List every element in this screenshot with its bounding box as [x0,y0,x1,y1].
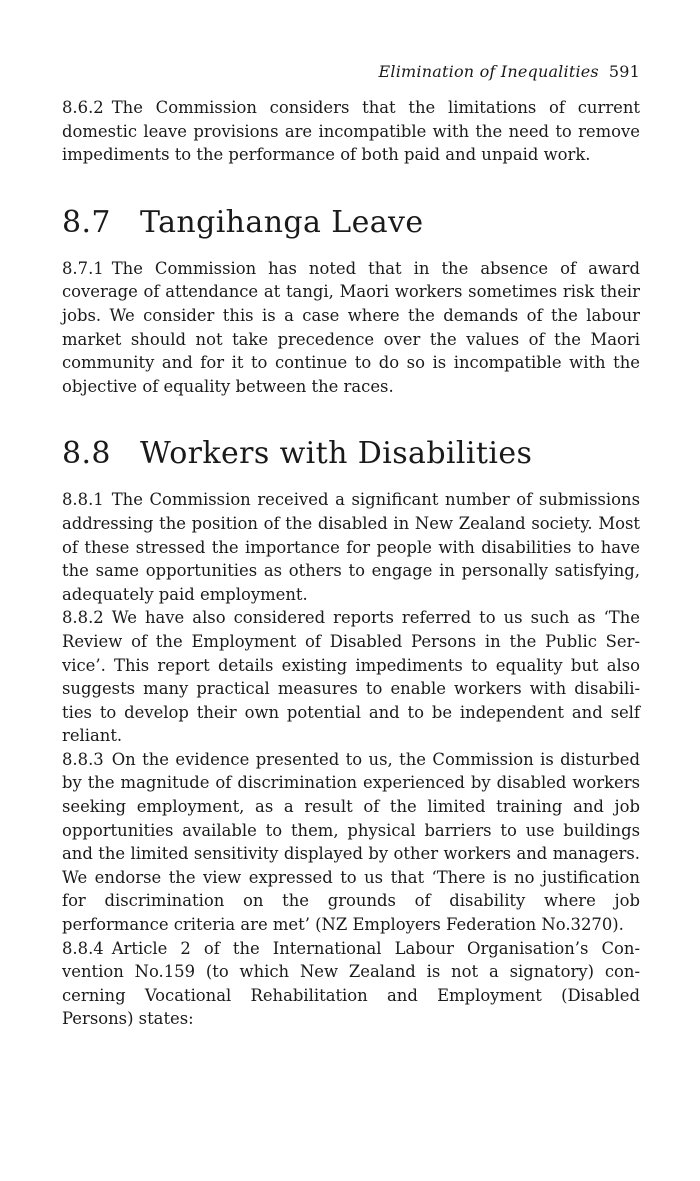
page-content [62,96,640,1031]
page-number: 591 [608,62,640,81]
paragraph-8-8-4 [62,937,640,1031]
paragraph-8-8-3 [62,748,640,937]
section-title: Tangihanga Leave [140,204,424,240]
running-head-title: Elimination of Inequalities [378,62,599,81]
paragraph-8-6-2 [62,96,640,167]
paragraph-text: We have also considered reports referred to us such as ‘The Review of the Employment of Disabled Persons in the Public Service’. This report details existing impediments to equality but also suggests many practical measures to enable workers with disabilities to develop their own potential and to be independent and self reliant. [62,608,640,746]
paragraph-text: On the evidence presented to us, the Commission is disturbed by the magnitude of discrimination experienced by disabled workers seeking employment, as a result of the limited training and job opportunities available to them, physical barriers to use buildings and the limited sensitivity displayed by other workers and managers. We endorse the view expressed to us that ‘There is no justification for discrimination on the grounds of disability where job performance criteria are met’ (NZ Employers Federation No.3270). [62,749,640,935]
section-title: Workers with Disabilities [140,436,533,472]
section-number: 8.7 [62,204,111,240]
paragraph-number: 8.8.3 [62,749,104,769]
section-heading-8-7 [62,205,640,241]
paragraph-text: The Commission received a significant number of submissions addressing the position of the disabled in New Zealand society. Most of these stressed the importance for people with disabilities to have the same opportunities as others to engage in personally satisfying, adequately paid employment. [62,490,640,604]
paragraph-number: 8.6.2 [62,98,104,117]
paragraph-8-8-2 [62,606,640,748]
paragraph-number: 8.7.1 [62,258,104,278]
paragraph-number: 8.8.2 [62,608,104,628]
paragraph-text: The Commission considers that the limitations of current domestic leave provisions are incompatible with the need to remove impediments to the performance of both paid and unpaid work. [62,98,640,165]
paragraph-text: The Commission has noted that in the absence of award coverage of attendance at tangi, Maori workers sometimes risk their jobs. We consider this is a case where the demands of the labour market should not take precedence over the values of the Maori community and for it to continue to do so is incompatible with the objective of equality between the races. [62,258,640,396]
section-number: 8.8 [62,436,111,472]
paragraph-text: Article 2 of the International Labour Organisation’s Convention No.159 (to which New Zealand is not a signatory) concerning Vocational Rehabilitation and Employment (Disabled Persons) states: [62,938,640,1029]
paragraph-number: 8.8.4 [62,938,104,958]
paragraph-8-8-1 [62,488,640,606]
paragraph-8-7-1 [62,257,640,399]
paragraph-number: 8.8.1 [62,490,104,510]
running-head [379,62,640,81]
section-heading-8-8 [62,436,640,472]
